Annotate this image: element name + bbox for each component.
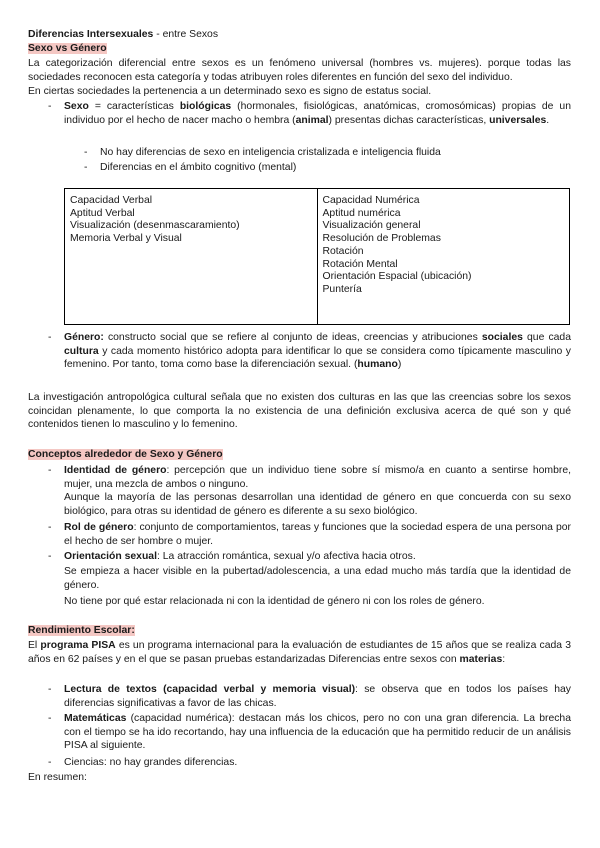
list-item: Rotación: [322, 245, 364, 257]
orientacion-extra-1: Se empieza a hacer visible en la pubertad/adolescencia, a una edad mucho más tardía que la identidad de género.: [64, 566, 571, 591]
list-item: Visualización general: [322, 220, 421, 232]
intro-paragraph: La categorización diferencial entre sexos es un fenómeno universal (hombres vs. mujeres). porque todas las sociedades reconocen esta categoría y todas atribuyen roles diferentes en función del sexo del individuo.: [28, 58, 571, 83]
list-item: Orientación Espacial (ubicación): [322, 271, 472, 283]
resumen-label: En resumen:: [28, 772, 87, 783]
section-heading-sexo-genero: Sexo vs Género: [28, 43, 107, 54]
list-item: Aptitud numérica: [322, 207, 401, 219]
section-heading-conceptos: Conceptos alrededor de Sexo y Género: [28, 449, 223, 460]
bullet-matematicas: - Matemáticas (capacidad numérica): destacan más los chicos, pero no con una gran diferencia. La brecha con el tiempo se ha ido recortando, hay una influencia de la educación que ha permitido reducir de un análisis PISA al siguiente.: [48, 713, 571, 752]
bullet-orientacion: - Orientación sexual: La atracción romántica, sexual y/o afectiva hacia otros.: [48, 551, 416, 562]
title-bold: Diferencias Intersexuales: [28, 29, 154, 40]
sub-bullet-cognitivo: - Diferencias en el ámbito cognitivo (mental): [84, 162, 297, 173]
table-row: [65, 189, 570, 325]
list-item: Aptitud Verbal: [70, 207, 135, 219]
cognitive-differences-table: [64, 188, 570, 325]
bullet-dash: -: [48, 101, 52, 112]
list-item: Resolución de Problemas: [322, 233, 441, 245]
list-item: Puntería: [322, 283, 362, 295]
list-item: Rotación Mental: [322, 258, 398, 270]
title-rest: - entre Sexos: [153, 29, 219, 40]
table-cell-right: [317, 189, 570, 325]
section-heading-rendimiento: Rendimiento Escolar:: [28, 625, 135, 636]
list-item: Memoria Verbal y Visual: [70, 233, 182, 245]
list-item: Capacidad Numérica: [322, 195, 420, 206]
term-sexo: Sexo: [64, 101, 89, 112]
bullet-sexo: - Sexo = características biológicas (hormonales, fisiológicas, anatómicas, cromosómicas) propias de un individuo por el hecho de nacer macho o hembra (animal) presentas dichas características, universales.: [48, 101, 571, 126]
bullet-genero: - Género: constructo social que se refiere al conjunto de ideas, creencias y atribuciones sociales que cada cultura y cada momento histórico adopta para identificar lo que se considera como típicamente masculino y femenino. Por tanto, toma como base la diferenciación sexual. (humano): [48, 332, 571, 371]
table-cell-left: [65, 189, 318, 325]
bullet-identidad: - Identidad de género: percepción que un individuo tiene sobre sí mismo/a en cuanto a sentirse hombre, mujer, una mezcla de ambos o ninguno.: [48, 465, 571, 490]
list-item: Capacidad Verbal: [70, 195, 153, 206]
term-genero: Género:: [64, 332, 104, 343]
anthropology-paragraph: La investigación antropológica cultural señala que no existen dos culturas en las que las creencias sobre los sexos coincidan plenamente, lo que comporta la no existencia de una definición exclusiva acerca de qué son y qué contenidos tienen lo masculino y lo femenino.: [28, 392, 571, 431]
list-item: Visualización (desenmascaramiento): [70, 220, 240, 232]
bullet-dash: -: [48, 332, 52, 343]
sub-bullet-inteligencia: - No hay diferencias de sexo en inteligencia cristalizada e inteligencia fluida: [84, 147, 441, 158]
bullet-rol: - Rol de género: conjunto de comportamientos, tareas y funciones que la sociedad espera de una persona por el hecho de ser hombre o mujer.: [48, 522, 572, 547]
intro-paragraph-2: En ciertas sociedades la pertenencia a un determinado sexo es signo de estatus social.: [28, 86, 432, 97]
bullet-ciencias: - Ciencias: no hay grandes diferencias.: [48, 757, 238, 768]
pisa-paragraph: El programa PISA es un programa internacional para la evaluación de estudiantes de 15 años que se realiza cada 3 años en 62 países y en el que se pasan pruebas estandarizadas Diferencias entre sexos con materias:: [28, 640, 571, 665]
orientacion-extra-2: No tiene por qué estar relacionada ni con la identidad de género ni con los roles de género.: [64, 596, 485, 607]
identidad-extra: Aunque la mayoría de las personas desarrollan una identidad de género en que concuerda con su sexo biológico, para otras su identidad de género es diferente a su sexo biológico.: [64, 492, 571, 517]
document-title: [28, 28, 571, 42]
bullet-lectura: - Lectura de textos (capacidad verbal y memoria visual): se observa que en todos los países hay diferencias significativas a favor de las chicas.: [48, 684, 571, 709]
